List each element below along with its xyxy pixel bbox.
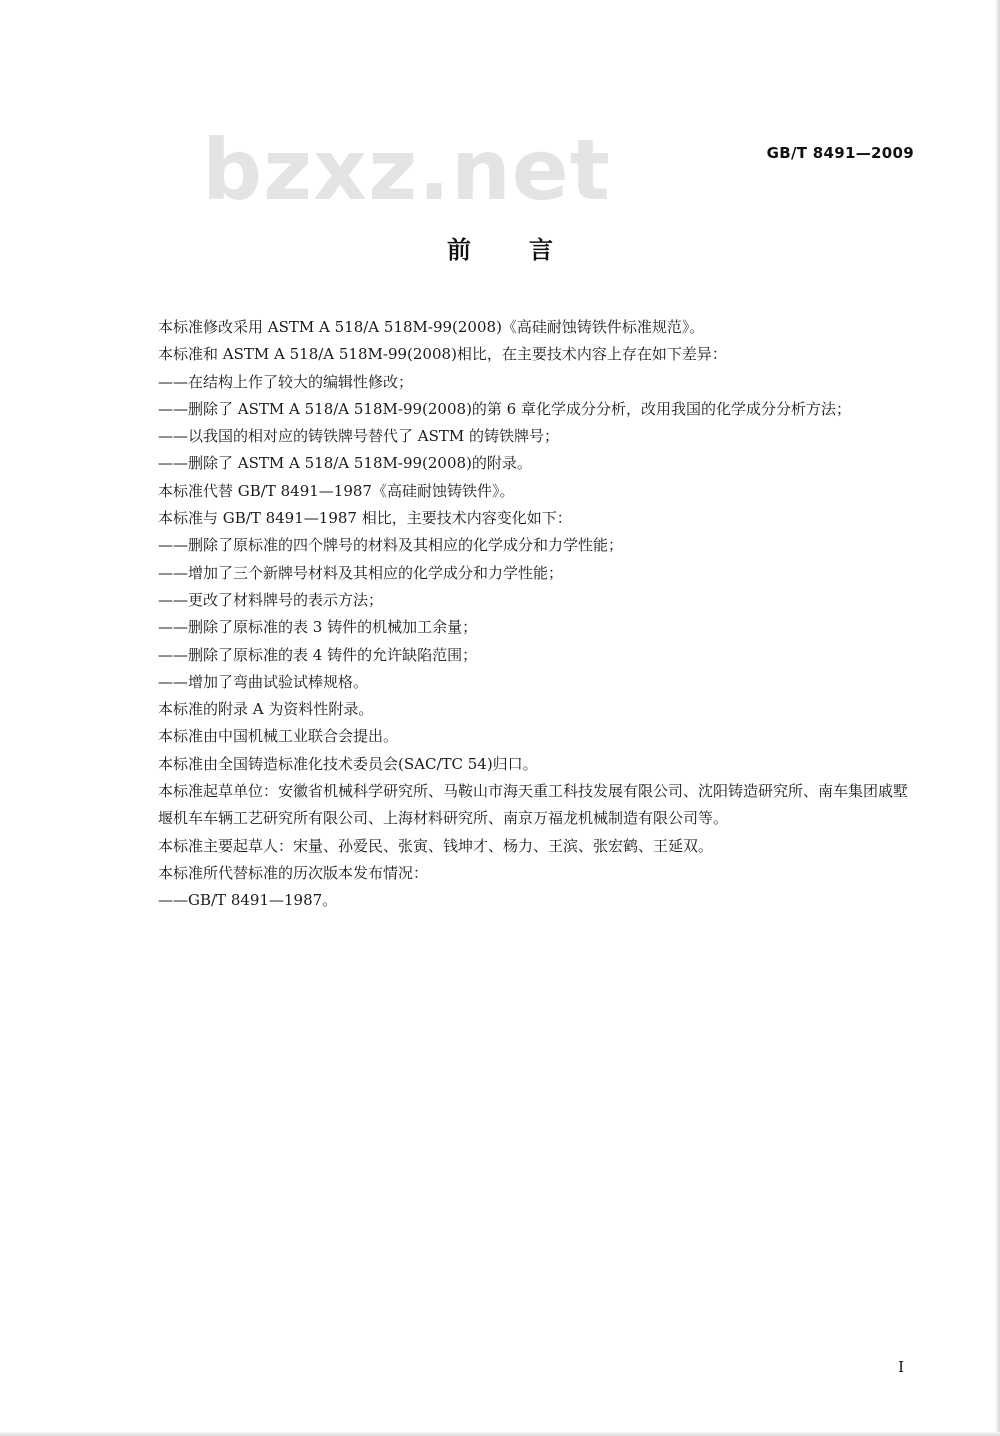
list-item: ——删除了原标准的四个牌号的材料及其相应的化学成分和力学性能； bbox=[158, 536, 624, 555]
list-item: ——增加了弯曲试验试棒规格。 bbox=[158, 672, 369, 691]
list-item: ——以我国的相对应的铸铁牌号替代了 ASTM 的铸铁牌号； bbox=[158, 427, 560, 446]
list-item: ——删除了原标准的表 4 铸件的允许缺陷范围； bbox=[158, 645, 478, 664]
list-item: ——删除了原标准的表 3 铸件的机械加工余量； bbox=[158, 618, 478, 637]
paragraph: 本标准由中国机械工业联合会提出。 bbox=[158, 727, 399, 746]
page-title: 前言 bbox=[447, 236, 611, 264]
list-item: ——GB/T 8491—1987。 bbox=[158, 891, 338, 910]
paragraph: 本标准由全国铸造标准化技术委员会(SAC/TC 54)归口。 bbox=[158, 754, 538, 773]
page-number: I bbox=[898, 1358, 904, 1376]
paragraph: 本标准代替 GB/T 8491—1987《高硅耐蚀铸铁件》。 bbox=[158, 481, 515, 500]
paragraph: 本标准和 ASTM A 518/A 518M-99(2008)相比，在主要技术内容上存在如下差异： bbox=[158, 345, 727, 364]
standard-number: GB/T 8491—2009 bbox=[766, 144, 914, 162]
paragraph: 本标准所代替标准的历次版本发布情况： bbox=[158, 863, 429, 882]
scan-edge-bottom bbox=[0, 1432, 1000, 1436]
scan-edge-right bbox=[996, 0, 1000, 1436]
paragraph-drafting-units: 本标准起草单位：安徽省机械科学研究所、马鞍山市海天重工科技发展有限公司、沈阳铸造研究所、南车集团戚墅堰机车车辆工艺研究所有限公司、上海材料研究所、南京万福龙机械制造有限公司等。 bbox=[158, 782, 909, 828]
document-body bbox=[158, 314, 920, 915]
list-item: ——删除了 ASTM A 518/A 518M-99(2008)的第 6 章化学成分分析，改用我国的化学成分分析方法； bbox=[158, 399, 851, 418]
paragraph: 本标准修改采用 ASTM A 518/A 518M-99(2008)《高硅耐蚀铸铁件标准规范》。 bbox=[158, 318, 705, 336]
watermark: bzxz.net bbox=[202, 121, 611, 219]
list-item: ——更改了材料牌号的表示方法； bbox=[158, 590, 384, 609]
list-item: ——增加了三个新牌号材料及其相应的化学成分和力学性能； bbox=[158, 563, 564, 582]
list-item: ——删除了 ASTM A 518/A 518M-99(2008)的附录。 bbox=[158, 454, 532, 473]
paragraph: 本标准的附录 A 为资料性附录。 bbox=[158, 700, 374, 719]
paragraph: 本标准与 GB/T 8491—1987 相比，主要技术内容变化如下： bbox=[158, 509, 572, 528]
list-item: ——在结构上作了较大的编辑性修改； bbox=[158, 372, 414, 391]
paragraph-drafters: 本标准主要起草人：宋量、孙爱民、张寅、钱坤才、杨力、王滨、张宏鹤、王延双。 bbox=[158, 836, 714, 855]
